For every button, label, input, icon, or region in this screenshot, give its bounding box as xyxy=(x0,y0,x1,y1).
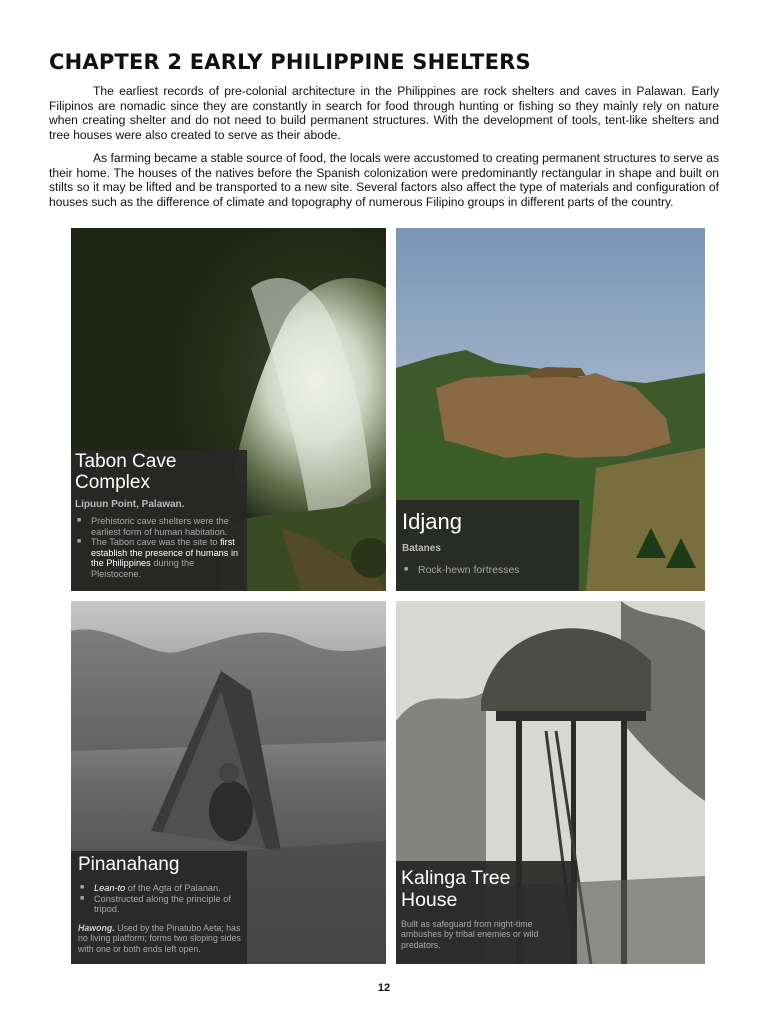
page-title: CHAPTER 2 EARLY PHILIPPINE SHELTERS xyxy=(49,50,531,74)
kalinga-photo xyxy=(396,601,705,964)
tabon-bullets xyxy=(75,516,243,580)
tabon-bullet-1: ■ Prehistoric cave shelters were the earliest form of human habitation. xyxy=(77,516,229,537)
square-bullet-icon: ■ xyxy=(77,538,82,546)
idjang-photo xyxy=(396,228,705,591)
pinanahang-caption xyxy=(71,851,247,964)
pinanahang-bullet-1: ■ Lean-to of the Agta of Palanan. xyxy=(80,883,221,893)
tabon-location: Lipuun Point, Palawan. xyxy=(75,499,185,510)
pinanahang-note: Hawong. Used by the Pinatubo Aeta; has no living platform; forms two sloping sides with one or both ends left open. xyxy=(78,922,241,954)
tabon-bullet-2: ■ The Tabon cave was the site to first establish the presence of humans in the Philippines during the Pleistocene. xyxy=(77,537,239,579)
kalinga-title-line-2: House xyxy=(401,889,458,911)
tabon-caption xyxy=(71,450,247,591)
kalinga-caption xyxy=(396,861,577,964)
kalinga-description: Built as safeguard from night-time ambushes by tribal enemies or wild predators. xyxy=(401,919,539,950)
idjang-bullets xyxy=(402,564,573,576)
intro-paragraph-1: The earliest records of pre-colonial architecture in the Philippines are rock shelters and caves in Palawan. Early Filipinos are nomadic since they are constantly in search for food through hunting or fishing so they mainly rely on nature when creating shelter and do not need to build permanent structures. With the development of tools, tent-like shelters and tree houses were also created to serve as their abode. xyxy=(49,84,719,142)
idjang-location: Batanes xyxy=(402,543,441,554)
square-bullet-icon: ■ xyxy=(404,566,409,573)
tabon-cave-photo xyxy=(71,228,386,591)
kalinga-title xyxy=(401,867,572,911)
tabon-title-line-1: Tabon Cave xyxy=(75,451,177,472)
square-bullet-icon: ■ xyxy=(80,894,85,902)
tabon-highlight: first establish the presence of humans in the Philippines xyxy=(91,537,239,569)
pinanahang-photo xyxy=(71,601,386,964)
kalinga-title-line-1: Kalinga Tree xyxy=(401,867,511,889)
tabon-title-line-2: Complex xyxy=(75,472,150,493)
square-bullet-icon: ■ xyxy=(80,884,85,891)
page-number: 12 xyxy=(377,982,391,994)
idjang-caption xyxy=(396,500,579,591)
pinanahang-bullet-2: ■ Constructed along the principle of tripod. xyxy=(80,893,231,915)
pinanahang-title: Pinanahang xyxy=(78,854,180,875)
pinanahang-bullets xyxy=(78,883,241,915)
tabon-title xyxy=(75,451,243,493)
square-bullet-icon: ■ xyxy=(77,517,82,524)
intro-paragraph-2: As farming became a stable source of food, the locals were accustomed to creating permanent structures to serve as their home. The houses of the natives before the Spanish colonization were predominantly rectangular in shape and built on stilts so it may be lifted and be transported to a new site. Several factors also affect the type of materials and configuration of houses such as the difference of climate and topography of numerous Filipino groups in different parts of the country. xyxy=(49,151,719,209)
idjang-title: Idjang xyxy=(402,509,462,534)
idjang-bullet-1: ■ Rock-hewn fortresses xyxy=(404,564,520,576)
